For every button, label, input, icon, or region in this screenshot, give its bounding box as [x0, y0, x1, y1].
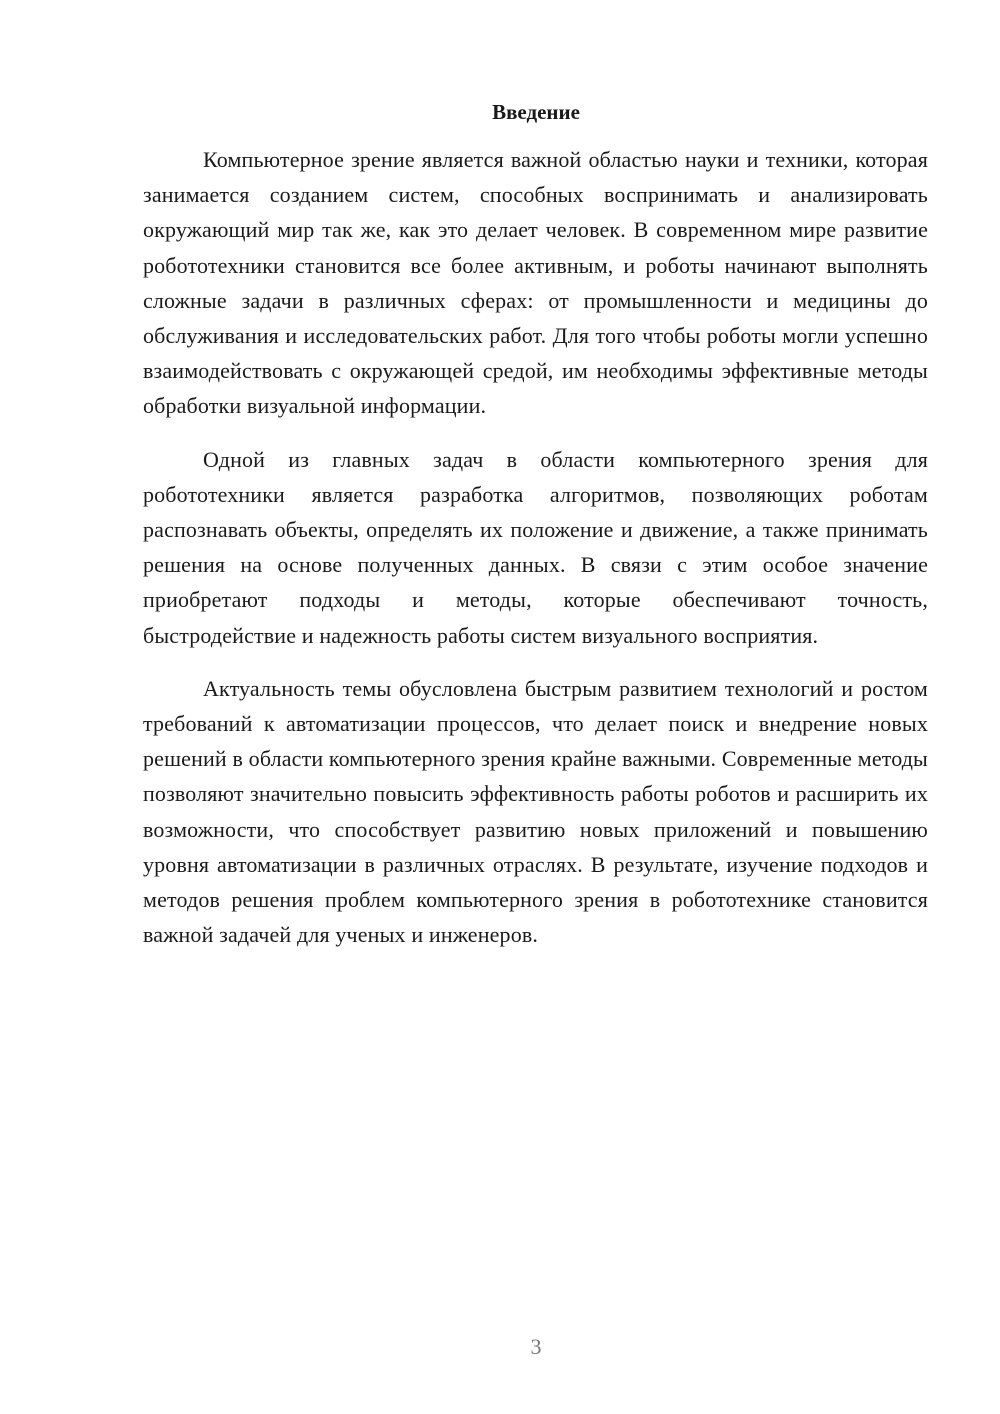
paragraph-1: Компьютерное зрение является важной областью науки и техники, которая занимается созданием систем, способных воспринимать и анализировать окружающий мир так же, как это делает человек. В современном мире развитие робототехники становится все более активным, и роботы начинают выполнять сложные задачи в различных сферах: от промышленности и медицины до обслуживания и исследовательских работ. Для того чтобы роботы могли успешно взаимодействовать с окружающей средой, им необходимы эффективные методы обработки визуальной информации.: [143, 147, 928, 419]
paragraph-3: Актуальность темы обусловлена быстрым развитием технологий и ростом требований к автоматизации процессов, что делает поиск и внедрение новых решений в области компьютерного зрения крайне важными. Современные методы позволяют значительно повысить эффективность работы роботов и расширить их возможности, что способствует развитию новых приложений и повышению уровня автоматизации в различных отраслях. В результате, изучение подходов и методов решения проблем компьютерного зрения в робототехнике становится важной задачей для ученых и инженеров.: [143, 675, 928, 948]
section-title: Введение: [492, 100, 580, 124]
page-number: 3: [530, 1334, 542, 1359]
paragraph-2: Одной из главных задач в области компьютерного зрения для робототехники является разработка алгоритмов, позволяющих роботам распознавать объекты, определять их положение и движение, а также принимать решения на основе полученных данных. В связи с этим особое значение приобретают подходы и методы, которые обеспечивают точность, быстродействие и надежность работы систем визуального восприятия.: [143, 446, 928, 648]
section-body: [143, 142, 928, 952]
